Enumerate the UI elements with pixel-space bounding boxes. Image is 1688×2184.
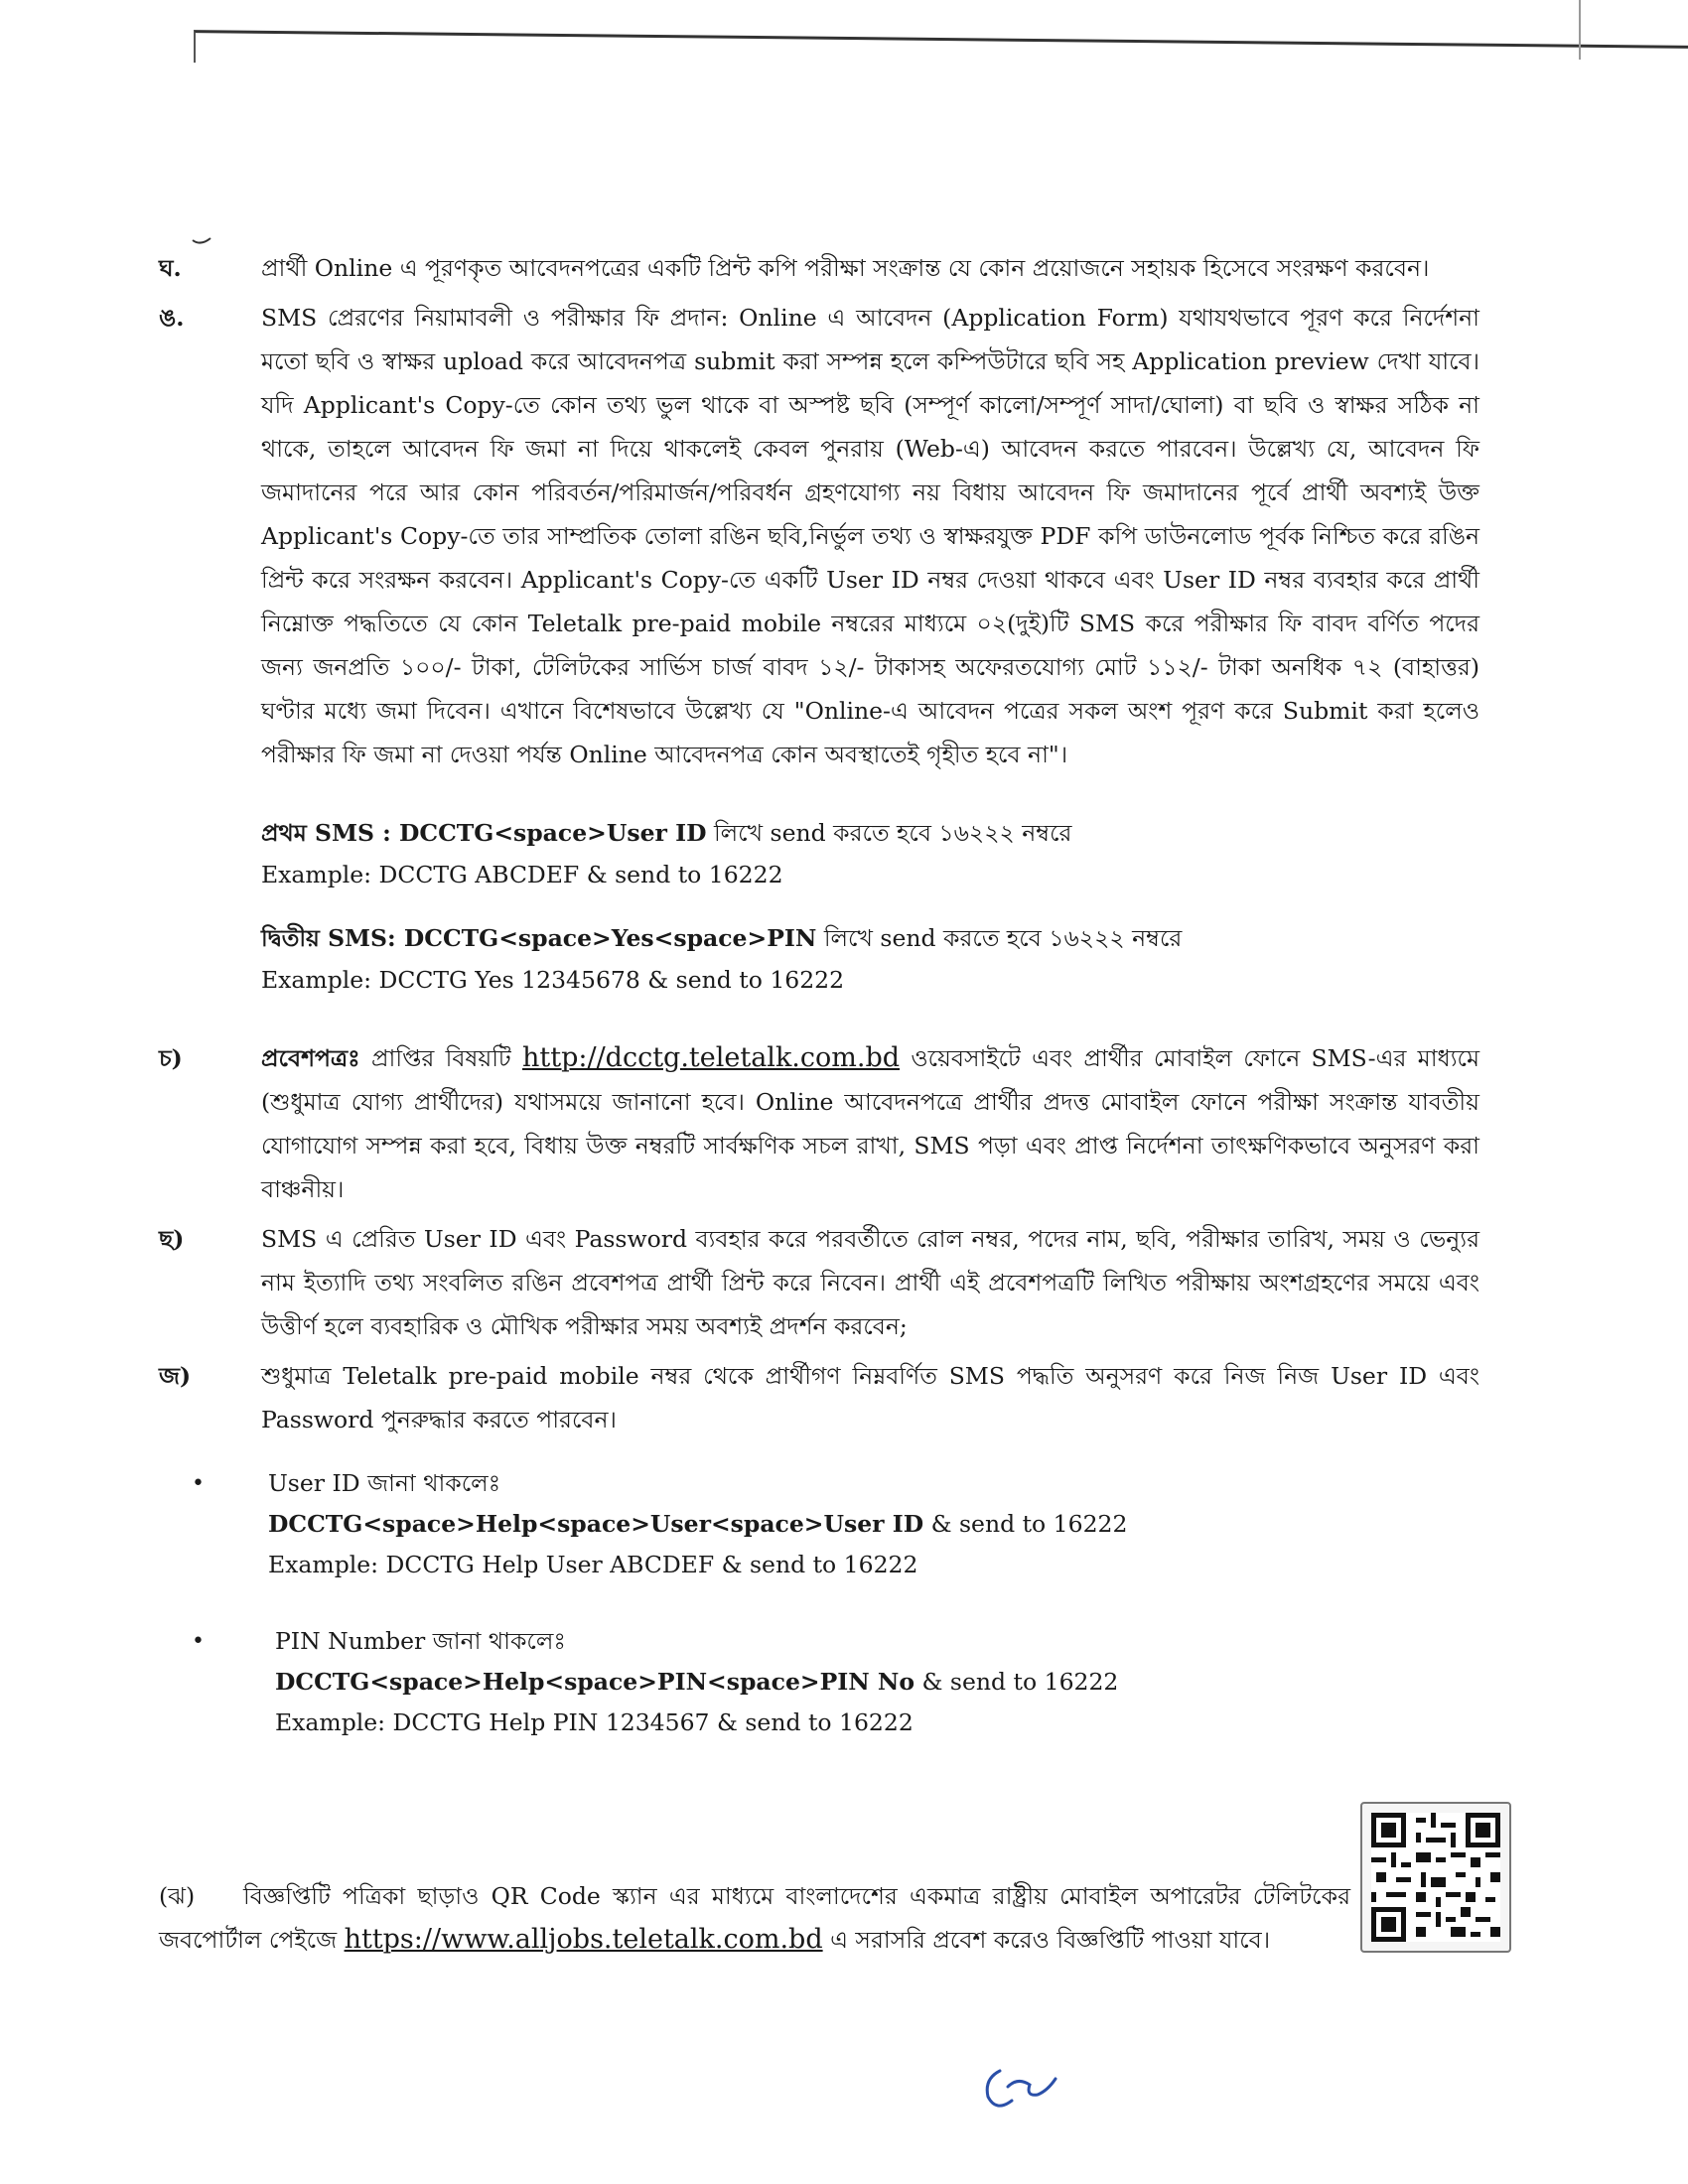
second-sms-example: Example: DCCTG Yes 12345678 & send to 16222 [261,966,845,994]
recovery-example: Example: DCCTG Help User ABCDEF & send to 16222 [268,1551,918,1578]
item-marker: ঘ. [159,254,182,282]
item-text: SMS প্রেরণের নিয়ামাবলী ও পরীক্ষার ফি প্রদান: Online এ আবেদন (Application Form) যথাযথভাবে পূরণ করে নির্দেশনা মতো ছবি ও স্বাক্ষর upload করে আবেদনপত্র submit করা সম্পন্ন হলে কম্পিউটারে ছবি সহ Application preview দেখা যাবে। যদি Applicant's Copy-তে কোন তথ্য ভুল থাকে বা অস্পষ্ট ছবি (সম্পূর্ণ কালো/সম্পূর্ণ সাদা/ঘোলা) বা ছবি ও স্বাক্ষর সঠিক না থাকে, তাহলে আবেদন ফি জমা না দিয়ে থাকলেই কেবল পুনরায় (Web-এ) আবেদন করতে পারবেন। উল্লেখ্য যে, আবেদন ফি জমাদানের পরে আর কোন পরিবর্তন/পরিমার্জন/পরিবর্ধন গ্রহণযোগ্য নয় বিধায় আবেদন ফি জমাদানের পূর্বে প্রার্থী অবশ্যই উক্ত Applicant's Copy-তে তার সাম্প্রতিক তোলা রঙিন ছবি,নির্ভুল তথ্য ও স্বাক্ষরযুক্ত PDF কপি ডাউনলোড পূর্বক নিশ্চিত করে রঙিন প্রিন্ট করে সংরক্ষন করবেন। Applicant's Copy-তে একটি User ID নম্বর দেওয়া থাকবে এবং User ID নম্বর ব্যবহার করে প্রার্থী নিম্নোক্ত পদ্ধতিতে যে কোন Teletalk pre-paid mobile নম্বরের মাধ্যমে ০২(দুই)টি SMS করে পরীক্ষার ফি বাবদ বর্ণিত পদের জন্য জনপ্রতি ১০০/- টাকা, টেলিটকের সার্ভিস চার্জ বাবদ ১২/- টাকাসহ অফেরতযোগ্য মোট ১১২/- টাকা অনধিক ৭২ (বাহাত্তর) ঘণ্টার মধ্যে জমা দিবেন। এখানে বিশেষভাবে উল্লেখ্য যে "Online-এ আবেদন পত্রের সকল অংশ পূরণ করে Submit করা হলেও পরীক্ষার ফি জমা না দেওয়া পর্যন্ত Online আবেদনপত্র কোন অবস্থাতেই গৃহীত হবে না"। [261,304,1479,768]
item-gha [159,246,1479,290]
item-text: SMS এ প্রেরিত User ID এবং Password ব্যবহার করে পরবর্তীতে রোল নম্বর, পদের নাম, ছবি, পরীক্ষার তারিখ, সময় ও ভেন্যুর নাম ইত্যাদি তথ্য সংবলিত রঙিন প্রবেশপত্র প্রার্থী প্রিন্ট করে নিবেন। প্রার্থী এই প্রবেশপত্রটি লিখিত পরীক্ষায় অংশগ্রহণের সময়ে এবং উত্তীর্ণ হলে ব্যবহারিক ও মৌখিক পরীক্ষার সময় অবশ্যই প্রদর্শন করবেন; [261,1225,1479,1340]
recovery-command-bold: DCCTG<space>Help<space>User<space>User ID [268,1510,924,1538]
item-marker: ছ) [159,1225,185,1253]
item-marker: (ঝ) [159,1882,196,1910]
dcctg-teletalk-link[interactable]: http://dcctg.teletalk.com.bd [522,1042,901,1073]
item-uma [159,296,1479,776]
admit-text-after: ওয়েবসাইটে এবং প্রার্থীর মোবাইল ফোনে SMS-এর মাধ্যমে (শুধুমাত্র যোগ্য প্রার্থীদের) যথাসময়ে জানানো হবে। Online আবেদনপত্রে প্রার্থীর প্রদত্ত মোবাইল ফোনে পরীক্ষা সংক্রান্ত যাবতীয় যোগাযোগ সম্পন্ন করা হবে, বিধায় উক্ত নম্বরটি সার্বক্ষণিক সচল রাখা, SMS পড়া এবং প্রাপ্ত নির্দেশনা তাৎক্ষণিকভাবে অনুসরণ করা বাঞ্চনীয়। [261,1044,1479,1203]
recovery-command-rest: & send to 16222 [914,1668,1119,1696]
bullet-dot: • [192,1471,205,1496]
first-sms-label: প্রথম SMS : DCCTG<space>User ID [261,819,707,847]
item-marker: জ) [159,1362,192,1390]
recovery-heading: PIN Number জানা থাকলেঃ [275,1627,566,1655]
recovery-heading: User ID জানা থাকলেঃ [268,1469,501,1497]
bullet-dot: • [192,1629,205,1654]
item-text: শুধুমাত্র Teletalk pre-paid mobile নম্বর থেকে প্রার্থীগণ নিম্নবর্ণিত SMS পদ্ধতি অনুসরণ করে নিজ নিজ User ID এবং Password পুনরুদ্ধার করতে পারবেন। [261,1362,1479,1433]
qr-code-icon [1371,1813,1500,1942]
qr-note-text-before: বিজ্ঞপ্তিটি পত্রিকা ছাড়াও QR Code স্ক্যান এর মাধ্যমে বাংলাদেশের একমাত্র রাষ্ট্রীয় মোবাইল অপারেটর টেলিটকের জবপোর্টাল পেইজে [159,1882,1350,1954]
admit-label: প্রবেশপত্রঃ [261,1044,360,1072]
document-body [159,246,1479,1743]
handwritten-page-number [978,2057,1067,2116]
second-sms-instruction [261,917,1479,959]
item-chha [159,1217,1479,1348]
recovery-user-id [159,1463,1479,1585]
item-cha-admit-card [159,1036,1479,1211]
first-sms-instruction [261,812,1479,854]
item-text: প্রার্থী Online এ পূরণকৃত আবেদনপত্রের একটি প্রিন্ট কপি পরীক্ষা সংক্রান্ত যে কোন প্রয়োজনে সহায়ক হিসেবে সংরক্ষণ করবেন। [261,254,1430,282]
second-sms-label: দ্বিতীয় SMS: DCCTG<space>Yes<space>PIN [261,924,817,952]
paper-edge-corner [1579,0,1688,60]
first-sms-example: Example: DCCTG ABCDEF & send to 16222 [261,861,783,888]
item-ja [159,1354,1479,1441]
alljobs-teletalk-link[interactable]: https://www.alljobs.teletalk.com.bd [344,1924,823,1955]
recovery-command-rest: & send to 16222 [923,1510,1128,1538]
first-sms-rest: লিখে send করতে হবে ১৬২২২ নম্বরে [706,819,1072,847]
item-jha-qr-note [159,1874,1350,1962]
qr-note-text-after: এ সরাসরি প্রবেশ করেও বিজ্ঞপ্তিটি পাওয়া যাবে। [822,1926,1271,1954]
recovery-example: Example: DCCTG Help PIN 1234567 & send to 16222 [275,1708,914,1736]
admit-text-before: প্রাপ্তির বিষয়টি [359,1044,523,1072]
recovery-command [275,1662,1479,1703]
recovery-command-bold: DCCTG<space>Help<space>PIN<space>PIN No [275,1668,915,1696]
second-sms-rest: লিখে send করতে হবে ১৬২২২ নম্বরে [816,924,1183,952]
recovery-command [268,1504,1479,1545]
recovery-pin [159,1621,1479,1743]
second-sms-block [159,917,1479,1001]
paper-edge [194,30,1688,78]
item-marker: চ) [159,1044,183,1072]
qr-code-image [1360,1802,1511,1953]
first-sms-block [159,812,1479,895]
item-marker: ঙ. [159,304,185,332]
